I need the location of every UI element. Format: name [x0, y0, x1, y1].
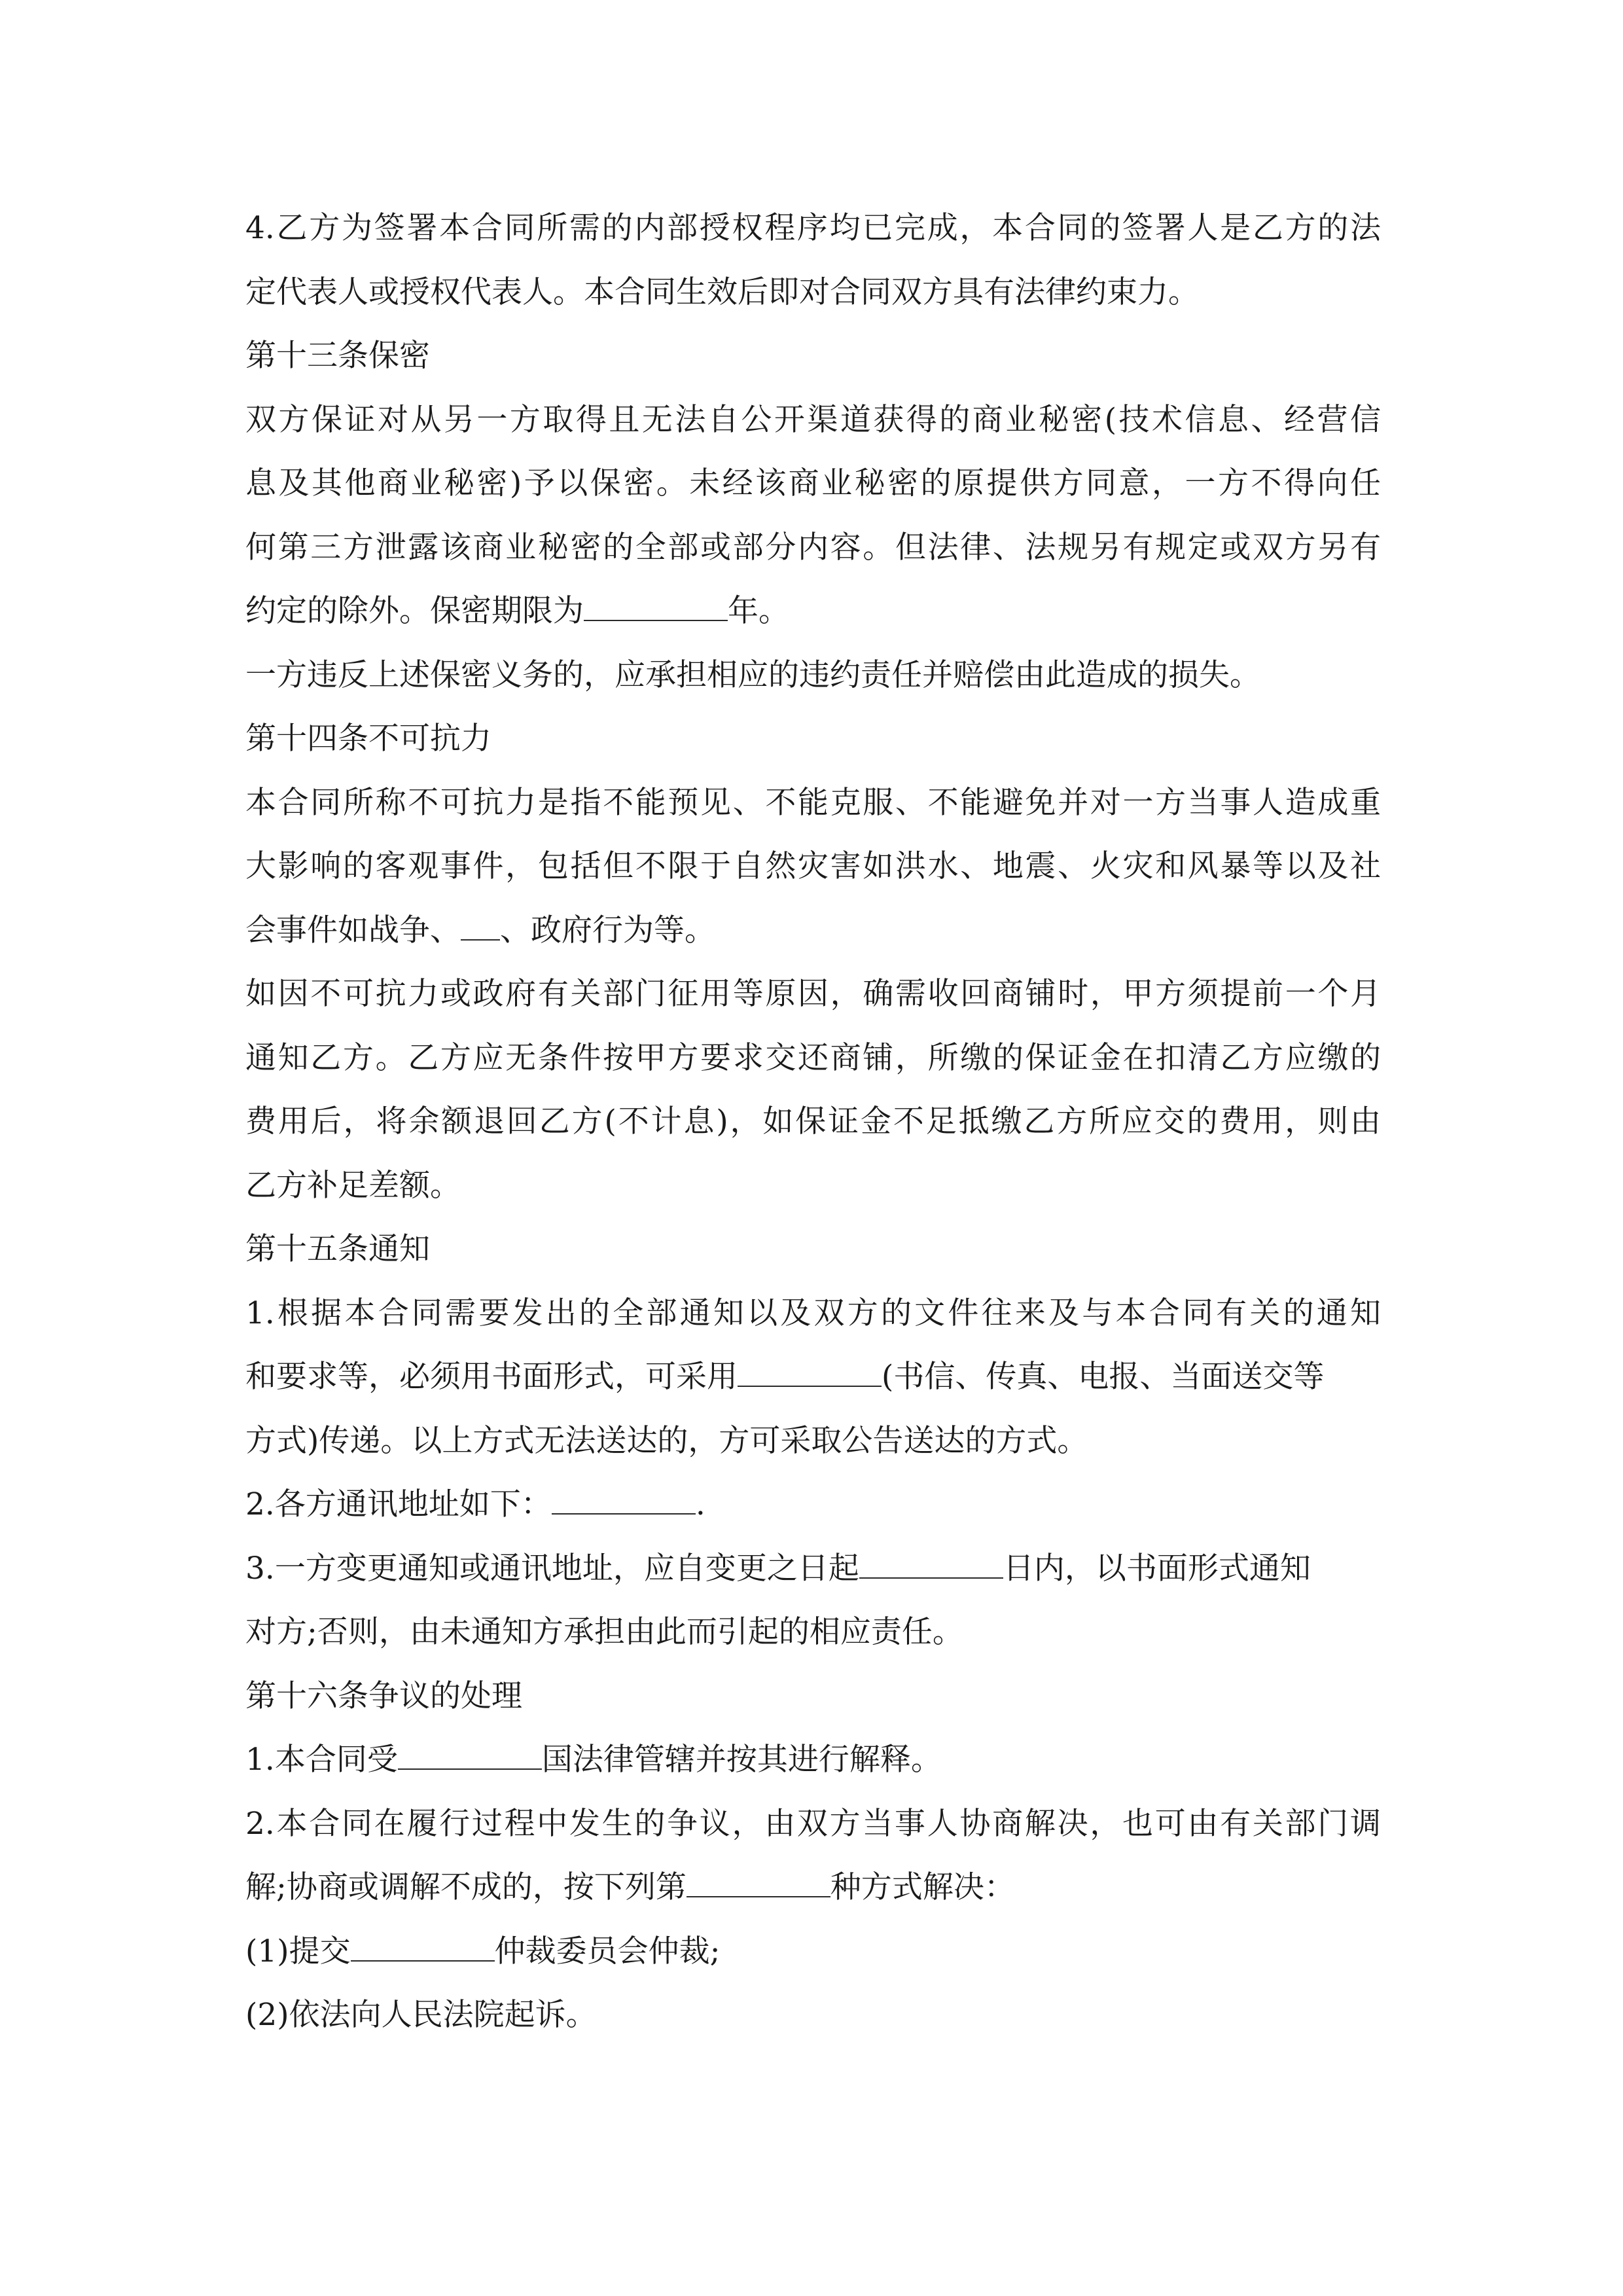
fill-in-blank: [351, 1934, 495, 1962]
text-line: 费用后，将余额退回乙方(不计息)，如保证金不足抵缴乙方所应交的费用，则由: [245, 1103, 1381, 1139]
text-segment: (1)提交: [245, 1933, 351, 1969]
section-heading: 第十四条不可抗力: [245, 721, 491, 757]
text-line: 何第三方泄露该商业秘密的全部或部分内容。但法律、法规另有规定或双方另有: [245, 529, 1381, 565]
text-segment: 国法律管辖并按其进行解释。: [541, 1742, 942, 1778]
text-line-with-blank: [245, 579, 1381, 643]
text-line: (2)依法向人民法院起诉。: [245, 1997, 597, 2033]
fill-in-blank: [687, 1870, 830, 1897]
text-line: 双方保证对从另一方取得且无法自公开渠道获得的商业秘密(技术信息、经营信: [245, 401, 1381, 438]
text-segment: 2.各方通讯地址如下：: [245, 1486, 552, 1522]
text-segment: 约定的除外。保密期限为: [245, 593, 584, 629]
text-line: 息及其他商业秘密)予以保密。未经该商业秘密的原提供方同意，一方不得向任: [245, 465, 1381, 501]
text-segment: 、政府行为等。: [500, 912, 715, 948]
text-line: 大影响的客观事件，包括但不限于自然灾害如洪水、地震、火灾和风暴等以及社: [245, 848, 1381, 884]
text-segment: 解;协商或调解不成的，按下列第: [245, 1869, 687, 1905]
fill-in-blank: [552, 1487, 696, 1515]
text-line: 定代表人或授权代表人。本合同生效后即对合同双方具有法律约束力。: [245, 274, 1199, 310]
text-line-with-blank: [245, 1345, 1381, 1409]
fill-in-blank: [461, 913, 500, 941]
text-segment: 仲裁委员会仲裁;: [494, 1933, 721, 1969]
text-line: 1.根据本合同需要发出的全部通知以及双方的文件往来及与本合同有关的通知: [245, 1295, 1381, 1331]
text-line-with-blank: [245, 1920, 1381, 1984]
fill-in-blank: [738, 1359, 882, 1387]
text-line-with-blank: [245, 899, 1381, 963]
text-line: 4.乙方为签署本合同所需的内部授权程序均已完成，本合同的签署人是乙方的法: [245, 210, 1381, 246]
text-segment: 会事件如战争、: [245, 912, 461, 948]
text-segment: 种方式解决：: [830, 1869, 1015, 1905]
text-line: 如因不可抗力或政府有关部门征用等原因，确需收回商铺时，甲方须提前一个月: [245, 976, 1381, 1012]
text-line: 一方违反上述保密义务的，应承担相应的违约责任并赔偿由此造成的损失。: [245, 656, 1260, 693]
text-line-with-blank: [245, 1473, 1381, 1537]
fill-in-blank: [859, 1551, 1003, 1579]
text-line: 乙方补足差额。: [245, 1167, 461, 1204]
text-line: 对方;否则，由未通知方承担由此而引起的相应责任。: [245, 1614, 963, 1650]
text-segment: 日内，以书面形式通知: [1003, 1550, 1311, 1587]
section-heading: 第十五条通知: [245, 1231, 430, 1267]
text-segment: .: [695, 1486, 705, 1522]
text-line: 本合同所称不可抗力是指不能预见、不能克服、不能避免并对一方当事人造成重: [245, 784, 1381, 821]
fill-in-blank: [398, 1742, 542, 1770]
text-line-with-blank: [245, 1856, 1381, 1920]
contract-body: [245, 196, 1381, 2047]
text-line: 2.本合同在履行过程中发生的争议，由双方当事人协商解决，也可由有关部门调: [245, 1805, 1381, 1842]
section-heading: 第十六条争议的处理: [245, 1677, 522, 1714]
text-segment: 1.本合同受: [245, 1742, 398, 1778]
text-segment: 年。: [728, 593, 789, 629]
text-segment: 3.一方变更通知或通讯地址，应自变更之日起: [245, 1550, 859, 1587]
text-line: 方式)传递。以上方式无法送达的，方可采取公告送达的方式。: [245, 1422, 1088, 1459]
text-line-with-blank: [245, 1728, 1381, 1792]
section-heading: 第十三条保密: [245, 338, 430, 374]
text-segment: (书信、传真、电报、当面送交等: [882, 1359, 1325, 1395]
text-segment: 和要求等，必须用书面形式，可采用: [245, 1359, 738, 1395]
text-line: 通知乙方。乙方应无条件按甲方要求交还商铺，所缴的保证金在扣清乙方应缴的: [245, 1039, 1381, 1076]
text-line-with-blank: [245, 1537, 1381, 1601]
fill-in-blank: [584, 594, 728, 621]
